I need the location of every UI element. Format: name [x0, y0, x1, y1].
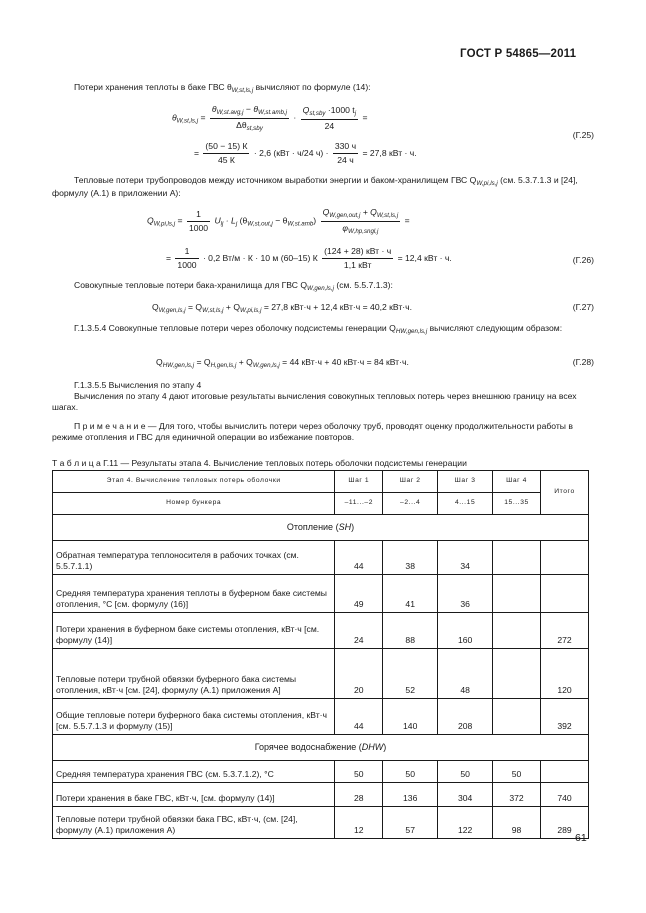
- cell-step-2: 41: [383, 575, 438, 613]
- row-label: Тепловые потери трубной обвязки буферного бака системы отопления, кВт·ч [см. [24], формулу (А.1) приложения А]: [53, 649, 335, 699]
- cell-step-2: 38: [383, 541, 438, 575]
- cell-total: [541, 761, 589, 783]
- cell-step-3: 122: [438, 807, 493, 839]
- header-step-1: Шаг 1: [335, 471, 383, 493]
- cell-step-1: 50: [335, 761, 383, 783]
- formula-g25-line1: $\theta_{W,st,ls,j}$ = $\frac{\theta_{W,st.avg,j} - \theta_{W,st.amb,j}}{\Delta\theta_{st,sby}}$ · $\frac{Q_{st,sby} \cdot 1000 t_j}{24}$ =: [172, 104, 368, 132]
- pipe-losses-paragraph: Тепловые потери трубопроводов между источником выработки энергии и баком-хранилищем ГВС $Q_{W,pi,ls,j}$ (см. 5.3.7.1.3 и [24], формулу (А.1) в приложении А):: [52, 175, 578, 198]
- table-row: [53, 575, 589, 613]
- cell-step-3: 34: [438, 541, 493, 575]
- row-label: Обратная температура теплоносителя в рабочих точках (см. 5.5.7.1.1): [53, 541, 335, 575]
- page-number: 61: [575, 832, 587, 844]
- row-label: Средняя температура хранения ГВС (см. 5.3.7.1.2), °C: [53, 761, 335, 783]
- bin-2: –2...4: [383, 493, 438, 515]
- cell-step-1: 28: [335, 783, 383, 807]
- row-label: Потери хранения в баке ГВС, кВт·ч, [см. формулу (14)]: [53, 783, 335, 807]
- equation-number-g25: (Г.25): [572, 130, 594, 140]
- cell-total: 272: [541, 613, 589, 649]
- table-bin-row: [53, 493, 589, 515]
- note-paragraph: П р и м е ч а н и е — Для того, чтобы вычислить потери через оболочку труб, проводят оценку продолжительности работы в режиме отопления и ГВС для единичной операции во избежание повторов.: [52, 421, 573, 442]
- total-losses-paragraph: Совокупные тепловые потери бака-хранилища для ГВС $Q_{W,gen,ls,j}$ (см. 5.5.7.1.3):: [74, 280, 393, 292]
- section-heating-title: Отопление (SH): [53, 515, 589, 541]
- cell-total: [541, 541, 589, 575]
- formula-g26-line1: $Q_{W,pi,ls,j}$ = $\frac{1}{1000}$ $U_{lj} \cdot L_j$ $(\theta_{W,st,out,j} - \theta_{W,st.amb})$ $\frac{Q_{W,gen,out,j} + Q_{W,st,ls,j}}{\varphi_{W,hp,sngl,j}}$ =: [147, 207, 410, 235]
- generation-losses-paragraph: Г.1.3.5.4 Совокупные тепловые потери через оболочку подсистемы генерации $Q_{HW,gen,ls,j}$ вычисляют следующим образом:: [74, 323, 563, 335]
- intro-paragraph: Потери хранения теплоты в баке ГВС $\theta_{W,st,ls,j}$ вычисляют по формуле (14):: [74, 82, 371, 94]
- results-table: [52, 470, 589, 839]
- cell-step-1: 44: [335, 699, 383, 735]
- cell-total: 120: [541, 649, 589, 699]
- bin-1: –11...–2: [335, 493, 383, 515]
- cell-step-1: 24: [335, 613, 383, 649]
- cell-step-4: [493, 575, 541, 613]
- row-label: Средняя температура хранения теплоты в буферном баке системы отопления, °C [см. формулу (16)]: [53, 575, 335, 613]
- standard-number: ГОСТ Р 54865—2011: [460, 48, 577, 60]
- header-step-4: Шаг 4: [493, 471, 541, 493]
- cell-step-1: 12: [335, 807, 383, 839]
- table-row: [53, 761, 589, 783]
- fraction-standby: $\frac{Q_{st,sby} \cdot 1000 t_j}{24}$: [302, 104, 357, 131]
- cell-step-4: [493, 541, 541, 575]
- cell-step-3: 160: [438, 613, 493, 649]
- table-header-row: [53, 471, 589, 493]
- formula-g26-line2: = $\frac{1}{1000}$ · 0,2 Вт/м · К · 10 м (60–15) К $\frac{\text{(124 + 28) кВт · ч}}{\text{1,1 кВт}}$ = 12,4 кВт · ч.: [166, 246, 452, 270]
- bin-3: 4...15: [438, 493, 493, 515]
- table-caption: Т а б л и ц а Г.11 — Результаты этапа 4. Вычисление тепловых потерь оболочки подсистемы генерации: [52, 458, 467, 468]
- table-row: [53, 541, 589, 575]
- equation-number-g28: (Г.28): [572, 357, 594, 367]
- table-row: [53, 613, 589, 649]
- cell-step-2: 50: [383, 761, 438, 783]
- cell-total: 740: [541, 783, 589, 807]
- cell-total: [541, 575, 589, 613]
- cell-step-4: 98: [493, 807, 541, 839]
- cell-step-1: 20: [335, 649, 383, 699]
- section-dhw-title: Горячее водоснабжение (DHW): [53, 735, 589, 761]
- section-dhw-row: [53, 735, 589, 761]
- equation-number-g26: (Г.26): [572, 255, 594, 265]
- cell-step-3: 48: [438, 649, 493, 699]
- row-label: Тепловые потери трубной обвязки бака ГВС, кВт·ч, (см. [24], формулу (А.1) приложения А): [53, 807, 335, 839]
- cell-step-1: 49: [335, 575, 383, 613]
- header-stage-label: Этап 4. Вычисление тепловых потерь оболочки: [53, 471, 335, 493]
- cell-step-3: 304: [438, 783, 493, 807]
- cell-step-2: 52: [383, 649, 438, 699]
- table-row: [53, 783, 589, 807]
- cell-step-2: 57: [383, 807, 438, 839]
- cell-total: 392: [541, 699, 589, 735]
- table-row: [53, 649, 589, 699]
- formula-g27: $Q_{W,gen,ls,j} = Q_{W,st,ls,j} + Q_{W,pi,ls,j} = 27,8$ кВт·ч + 12,4 кВт·ч = 40,2 кВт·ч.: [152, 302, 413, 314]
- cell-step-2: 140: [383, 699, 438, 735]
- cell-step-1: 44: [335, 541, 383, 575]
- table-row: [53, 807, 589, 839]
- row-label: Общие тепловые потери буферного бака системы отопления, кВт·ч [см. 5.5.7.1.3 и формулу (15)]: [53, 699, 335, 735]
- formula-g25-line2: = $\frac{(50 - 15) К}{45 К}$ · 2,6 (кВт · ч/24 ч) · $\frac{330 ч}{24 ч}$ = 27,8 кВт · ч.: [194, 141, 417, 165]
- row-label: Потери хранения в буферном баке системы отопления, кВт·ч [см. формулу (14)]: [53, 613, 335, 649]
- table-row: [53, 699, 589, 735]
- cell-step-4: [493, 649, 541, 699]
- cell-step-3: 36: [438, 575, 493, 613]
- cell-step-2: 88: [383, 613, 438, 649]
- header-step-2: Шаг 2: [383, 471, 438, 493]
- cell-step-3: 50: [438, 761, 493, 783]
- header-step-3: Шаг 3: [438, 471, 493, 493]
- cell-step-4: [493, 699, 541, 735]
- header-total: Итого: [541, 471, 589, 515]
- section-heating-row: [53, 515, 589, 541]
- header-bin-label: Номер бункера: [53, 493, 335, 515]
- cell-step-4: 50: [493, 761, 541, 783]
- step4-paragraph: Г.1.3.5.5 Вычисления по этапу 4 Вычисления по этапу 4 дают итоговые результаты вычисления совокупных тепловых потерь через внешнюю границу на всех шагах.: [52, 380, 577, 412]
- equation-number-g27: (Г.27): [572, 302, 594, 312]
- formula-g28: $Q_{HW,gen,ls,j} = Q_{H,gen,ls,j} + Q_{W,gen,ls,j} = 44$ кВт·ч + 40 кВт·ч = 84 кВт·ч.: [156, 357, 409, 369]
- cell-step-4: [493, 613, 541, 649]
- cell-step-3: 208: [438, 699, 493, 735]
- fraction-temperature: $\frac{\theta_{W,st.avg,j} - \theta_{W,st.amb,j}}{\Delta\theta_{st,sby}}$: [211, 104, 288, 132]
- cell-total: 289: [541, 807, 589, 839]
- cell-step-4: 372: [493, 783, 541, 807]
- bin-4: 15...35: [493, 493, 541, 515]
- cell-step-2: 136: [383, 783, 438, 807]
